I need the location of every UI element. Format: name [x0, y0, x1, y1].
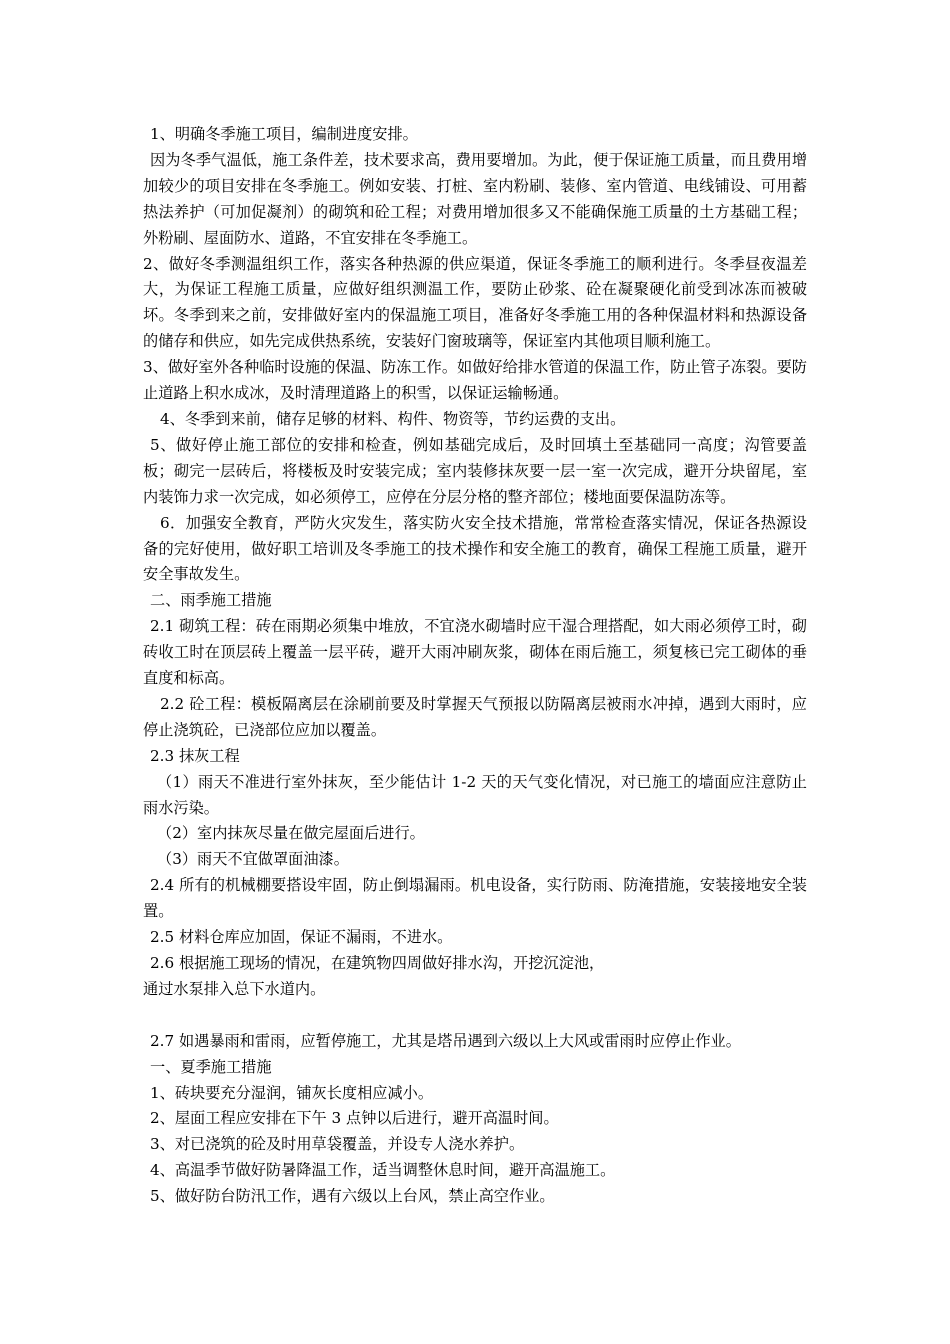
paragraph: （3）雨天不宜做罩面油漆。 [157, 850, 349, 869]
paragraph: 5、做好防台防汛工作，遇有六级以上台风，禁止高空作业。 [150, 1187, 555, 1206]
paragraph: 2.1 砌筑工程：砖在雨期必须集中堆放，不宜浇水砌墙时应干湿合理搭配，如大雨必须停工时，砌砖收工时在顶层砖上覆盖一层平砖，避开大雨冲刷灰浆，砌体在雨后施工，须复核已完工砌体的垂直度和标高。 [143, 617, 807, 688]
paragraph: 4、冬季到来前，储存足够的材料、构件、物资等，节约运费的支出。 [160, 409, 626, 428]
paragraph: 通过水泵排入总下水道内。 [143, 979, 326, 998]
paragraph: 2.3 抹灰工程 [150, 746, 240, 765]
paragraph: 2.6 根据施工现场的情况，在建筑物四周做好排水沟，开挖沉淀池， [150, 954, 605, 972]
document-body [143, 122, 807, 1210]
paragraph: 2.7 如遇暴雨和雷雨，应暂停施工，尤其是塔吊遇到六级以上大风或雷雨时应停止作业。 [150, 1031, 741, 1050]
paragraph: 2.4 所有的机械棚要搭设牢固，防止倒塌漏雨。机电设备，实行防雨、防淹措施，安装接地安全装置。 [143, 876, 807, 921]
paragraph: 1、砖块要充分湿润，铺灰长度相应减小。 [150, 1083, 434, 1102]
paragraph: 1、明确冬季施工项目，编制进度安排。 [150, 125, 418, 143]
paragraph: 2、做好冬季测温组织工作，落实各种热源的供应渠道，保证冬季施工的顺利进行。冬季昼夜温差大，为保证工程施工质量，应做好组织测温工作，要防止砂浆、砼在凝聚硬化前受到冰冻而被破坏。冬季到来之前，安排做好室内的保温施工项目，准备好冬季施工用的各种保温材料和热源设备的储存和供应，如先完成供热系统，安装好门窗玻璃等，保证室内其他项目顺利施工。 [143, 254, 807, 351]
paragraph: 2.5 材料仓库应加固，保证不漏雨，不进水。 [150, 928, 453, 947]
paragraph: 因为冬季气温低，施工条件差，技术要求高，费用要增加。为此，便于保证施工质量，而且费用增加较少的项目安排在冬季施工。例如安装、打桩、室内粉刷、装修、室内管道、电线铺设、可用蓄热法养护（可加促凝剂）的砌筑和砼工程；对费用增加很多又不能确保施工质量的土方基础工程；外粉刷、屋面防水、道路，不宜安排在冬季施工。 [143, 150, 807, 247]
paragraph: 4、高温季节做好防暑降温工作，适当调整休息时间，避开高温施工。 [150, 1161, 616, 1180]
section-heading: 二、雨季施工措施 [150, 591, 272, 610]
paragraph: （2）室内抹灰尽量在做完屋面后进行。 [157, 824, 425, 843]
section-heading: 一、夏季施工措施 [150, 1057, 272, 1076]
paragraph: 5、做好停止施工部位的安排和检查，例如基础完成后，及时回填土至基础同一高度；沟管要盖板；砌完一层砖后，将楼板及时安装完成；室内装修抹灰要一层一室一次完成，避开分块留尾，室内装饰力求一次完成，如必须停工，应停在分层分格的整齐部位；楼地面要保温防冻等。 [143, 435, 807, 506]
paragraph: 6．加强安全教育，严防火灾发生，落实防火安全技术措施，常常检查落实情况，保证各热源设备的完好使用，做好职工培训及冬季施工的技术操作和安全施工的教育，确保工程施工质量，避开安全事故发生。 [143, 513, 807, 584]
blank-line [143, 1003, 807, 1029]
paragraph: 3、做好室外各种临时设施的保温、防冻工作。如做好给排水管道的保温工作，防止管子冻裂。要防止道路上积水成冰，及时清理道路上的积雪，以保证运输畅通。 [143, 358, 807, 403]
paragraph: 3、对已浇筑的砼及时用草袋覆盖，并设专人浇水养护。 [150, 1135, 525, 1154]
paragraph: （1）雨天不准进行室外抹灰，至少能估计 1-2 天的天气变化情况，对已施工的墙面应注意防止雨水污染。 [143, 772, 807, 817]
paragraph: 2.2 砼工程：模板隔离层在涂刷前要及时掌握天气预报以防隔离层被雨水冲掉，遇到大雨时，应停止浇筑砼，已浇部位应加以覆盖。 [143, 694, 807, 739]
paragraph: 2、屋面工程应安排在下午 3 点钟以后进行，避开高温时间。 [150, 1109, 559, 1128]
